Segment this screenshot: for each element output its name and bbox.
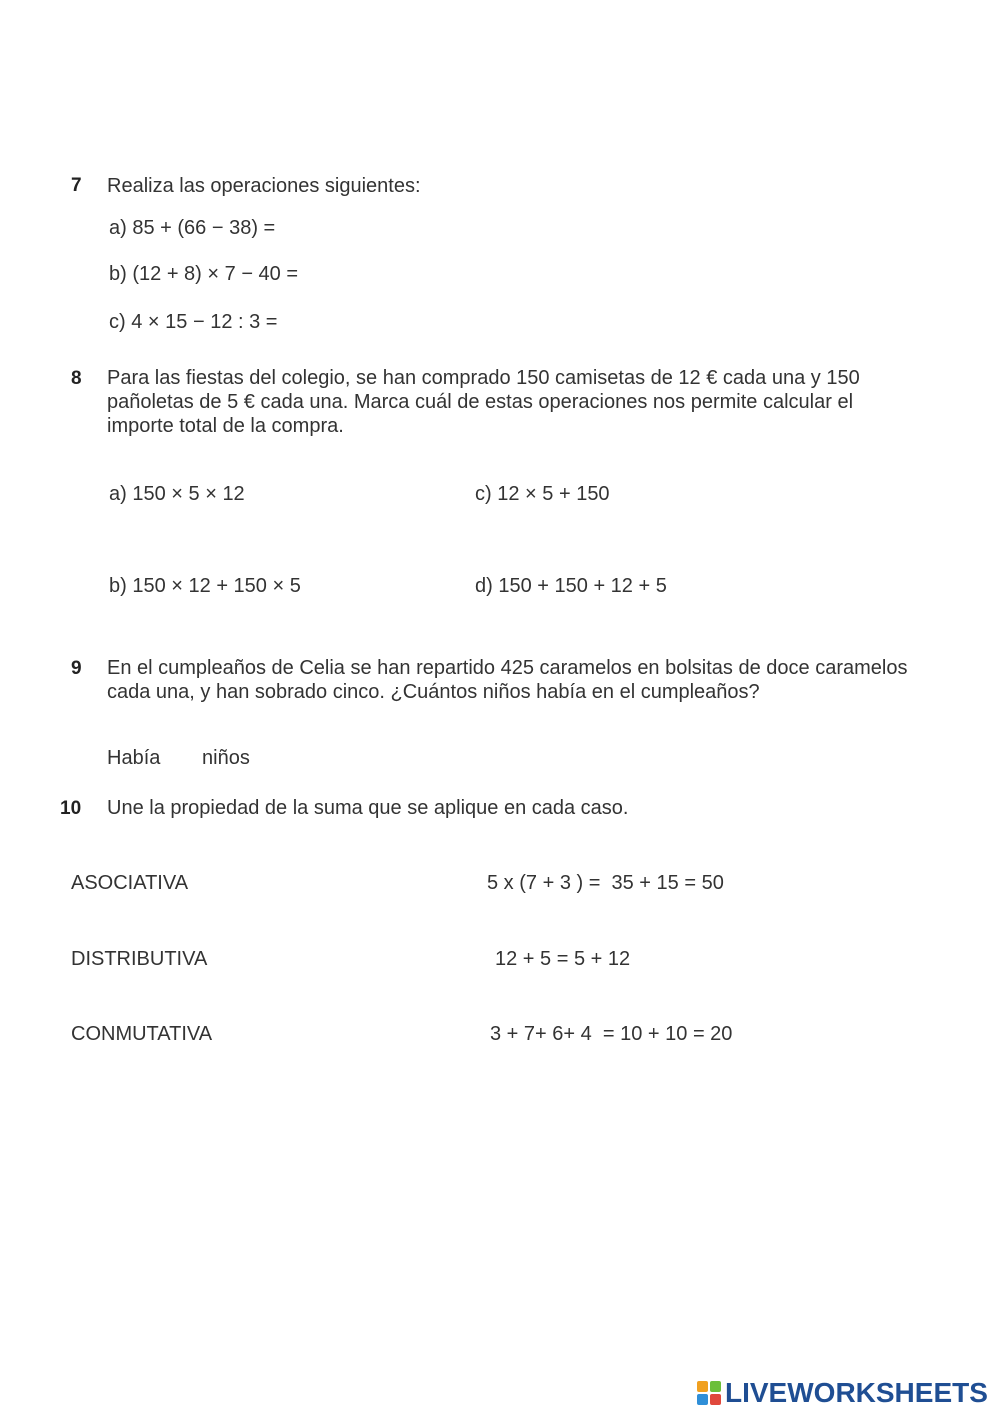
logo-square-2 [710,1381,721,1392]
question-7-number: 7 [71,175,82,196]
q7-item-c [109,310,277,334]
q7-item-b-label: b) [109,263,127,285]
question-9-prompt: En el cumpleaños de Celia se han repartido 425 caramelos en bolsitas de doce caramelos cada una, y han sobrado cinco. ¿Cuántos niños había en el cumpleaños? [107,657,908,703]
q8-option-c-label: c) [475,483,492,505]
question-8-prompt: Para las fiestas del colegio, se han comprado 150 camisetas de 12 € cada una y 150 pañoletas de 5 € cada una. Marca cuál de estas operaciones nos permite calcular el importe total de la compra. [107,367,860,437]
q9-answer-input[interactable] [170,744,196,772]
q9-answer-prefix: Había [107,747,161,769]
q8-option-b-expr: 150 × 12 + 150 × 5 [132,575,301,597]
property-asociativa[interactable]: ASOCIATIVA [71,872,189,894]
q8-option-c[interactable] [475,482,610,506]
example-1[interactable]: 5 x (7 + 3 ) = 35 + 15 = 50 [487,872,724,894]
q7-item-a-expr: 85 + (66 − 38) = [132,217,276,239]
q8-option-a[interactable] [109,482,245,506]
question-7-prompt: Realiza las operaciones siguientes: [107,175,421,197]
logo-square-1 [697,1381,708,1392]
q7-item-b [109,262,298,286]
logo-square-4 [710,1394,721,1405]
example-2[interactable]: 12 + 5 = 5 + 12 [495,948,631,970]
q8-option-d-label: d) [475,575,493,597]
question-8-number: 8 [71,368,82,389]
q7-item-a-label: a) [109,217,127,239]
liveworksheets-brand [697,1378,988,1408]
q8-option-d[interactable] [475,574,667,598]
example-3[interactable]: 3 + 7+ 6+ 4 = 10 + 10 = 20 [490,1023,733,1045]
logo-square-3 [697,1394,708,1405]
q7-item-a [109,216,275,240]
liveworksheets-logo-icon [697,1381,721,1405]
q8-option-a-label: a) [109,483,127,505]
q8-option-b-label: b) [109,575,127,597]
q8-option-d-expr: 150 + 150 + 12 + 5 [498,575,667,597]
q9-answer-suffix: niños [202,747,250,769]
property-distributiva[interactable]: DISTRIBUTIVA [71,948,208,970]
q7-item-c-label: c) [109,311,126,333]
liveworksheets-wordmark: LIVEWORKSHEETS [725,1377,988,1408]
q7-item-b-expr: (12 + 8) × 7 − 40 = [132,263,299,285]
q8-option-c-expr: 12 × 5 + 150 [497,483,610,505]
property-conmutativa[interactable]: CONMUTATIVA [71,1023,213,1045]
question-10-number: 10 [60,798,82,819]
question-10-prompt: Une la propiedad de la suma que se aplique en cada caso. [107,797,629,819]
q8-option-a-expr: 150 × 5 × 12 [132,483,245,505]
question-9-number: 9 [71,658,82,679]
q7-item-c-expr: 4 × 15 − 12 : 3 = [131,311,278,333]
q8-option-b[interactable] [109,574,301,598]
